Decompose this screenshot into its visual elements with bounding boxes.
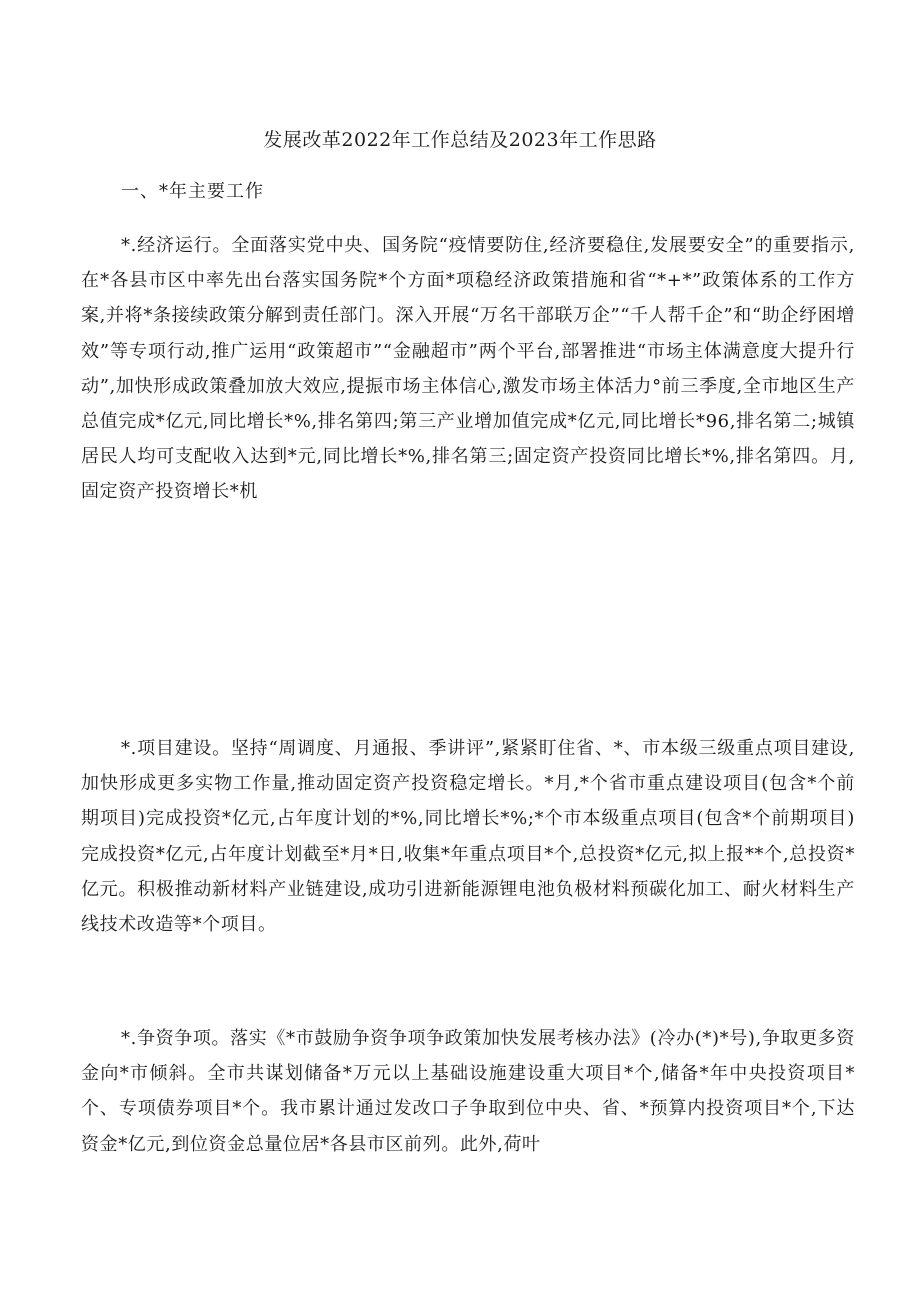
paragraph-funding-projects: *.争资争项。落实《*市鼓励争资争项争政策加快发展考核办法》(冷办(*)*号),争取更多资金向*市倾斜。全市共谋划储备*万元以上基础设施建设重大项目*个,储备*年中央投资项目*个、专项债券项目*个。我市累计通过发改口子争取到位中央、省、*预算内投资项目*个,下达资金*亿元,到位资金总量位居*各县市区前列。此外,荷叶 [81,1028,855,1155]
document-title: 发展改革2022年工作总结及2023年工作思路 [263,129,657,151]
paragraph-economic-operation: *.经济运行。全面落实党中央、国务院“疫情要防住,经济要稳住,发展要安全”的重要指示,在*各县市区中率先出台落实国务院*个方面*项稳经济政策措施和省“*+*”政策体系的工作方案,并将*条接续政策分解到责任部门。深入开展“万名干部联万企”“千人帮千企”和“助企纾困增效”等专项行动,推广运用“政策超市”“金融超市”两个平台,部署推进“市场主体满意度大提升行动”,加快形成政策叠加放大效应,提振市场主体信心,激发市场主体活力°前三季度,全市地区生产总值完成*亿元,同比增长*%,排名第四;第三产业增加值完成*亿元,同比增长*96,排名第二;城镇居民人均可支配收入达到*元,同比增长*%,排名第三;固定资产投资同比增长*%,排名第四。月,固定资产投资增长*机 [81,235,855,503]
paragraph-project-construction: *.项目建设。坚持“周调度、月通报、季讲评”,紧紧盯住省、*、市本级三级重点项目建设,加快形成更多实物工作量,推动固定资产投资稳定增长。*月,*个省市重点建设项目(包含*个前期项目)完成投资*亿元,占年度计划的*%,同比增长*%;*个市本级重点项目(包含*个前期项目)完成投资*亿元,占年度计划截至*月*日,收集*年重点项目*个,总投资*亿元,拟上报**个,总投资*亿元。积极推动新材料产业链建设,成功引进新能源锂电池负极材料预碳化加工、耐火材料生产线技术改造等*个项目。 [81,738,855,936]
section-heading: 一、*年主要工作 [121,181,264,202]
